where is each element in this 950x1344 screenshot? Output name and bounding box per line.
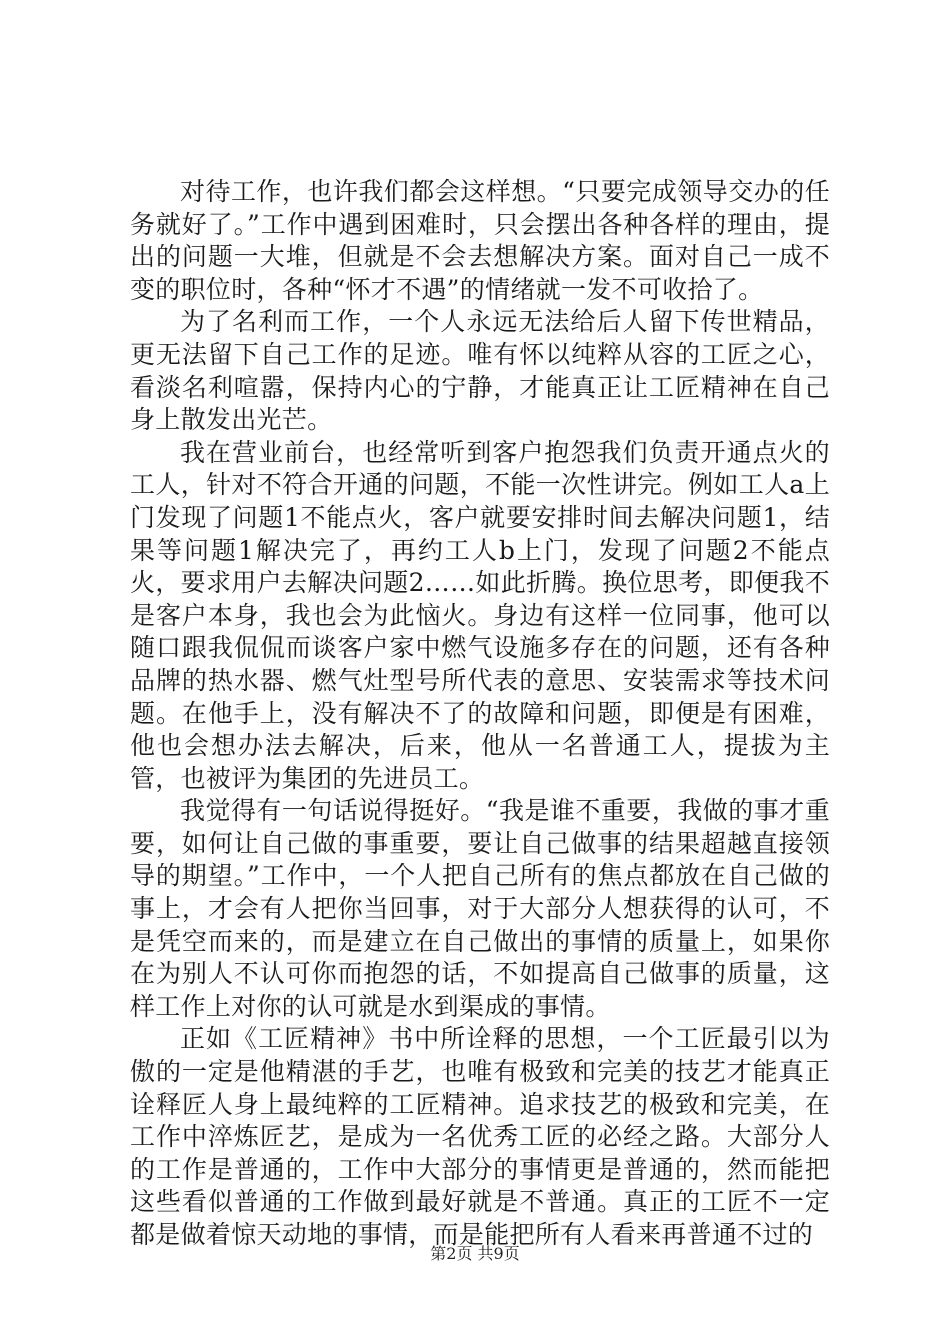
paragraph-4: 我觉得有一句话说得挺好。“我是谁不重要，我做的事才重要，如何让自己做的事重要，要让自己做事的结果超越直接领导的期望。”工作中，一个人把自己所有的焦点都放在自己做的事上，才会有人把你当回事，对于大部分人想获得的认可，不是凭空而来的，而是建立在自己做出的事情的质量上，如果你在为别人不认可你而抱怨的话，不如提高自己做事的质量，这样工作上对你的认可就是水到渠成的事情。 — [130, 796, 830, 1021]
paragraph-5: 正如《工匠精神》书中所诠释的思想，一个工匠最引以为傲的一定是他精湛的手艺，也唯有极致和完美的技艺才能真正诠释匠人身上最纯粹的工匠精神。追求技艺的极致和完美，在工作中淬炼匠艺，是成为一名优秀工匠的必经之路。大部分人的工作是普通的，工作中大部分的事情更是普通的，然而能把这些看似普通的工作做到最好就是不普通。真正的工匠不一定都是做着惊天动地的事情，而是能把所有人看来再普通不过的 — [130, 1024, 830, 1249]
paragraph-2: 为了名利而工作，一个人永远无法给后人留下传世精品，更无法留下自己工作的足迹。唯有怀以纯粹从容的工匠之心，看淡名利喧嚣，保持内心的宁静，才能真正让工匠精神在自己身上散发出光芒。 — [130, 307, 830, 435]
document-body — [130, 176, 830, 1252]
paragraph-3: 我在营业前台，也经常听到客户抱怨我们负责开通点火的工人，针对不符合开通的问题，不能一次性讲完。例如工人a上门发现了问题1不能点火，客户就要安排时间去解决问题1，结果等问题1解决完了，再约工人b上门，发现了问题2不能点火，要求用户去解决问题2……如此折腾。换位思考，即便我不是客户本身，我也会为此恼火。身边有这样一位同事，他可以随口跟我侃侃而谈客户家中燃气设施多存在的问题，还有各种品牌的热水器、燃气灶型号所代表的意思、安装需求等技术问题。在他手上，没有解决不了的故障和问题，即便是有困难，他也会想办法去解决，后来，他从一名普通工人，提拔为主管，也被评为集团的先进员工。 — [130, 437, 830, 793]
paragraph-1: 对待工作，也许我们都会这样想。“只要完成领导交办的任务就好了。”工作中遇到困难时，只会摆出各种各样的理由，提出的问题一大堆，但就是不会去想解决方案。面对自己一成不变的职位时，各种“怀才不遇”的情绪就一发不可收拾了。 — [130, 177, 830, 304]
page-number-footer: 第2页 共9页 — [430, 1244, 520, 1263]
